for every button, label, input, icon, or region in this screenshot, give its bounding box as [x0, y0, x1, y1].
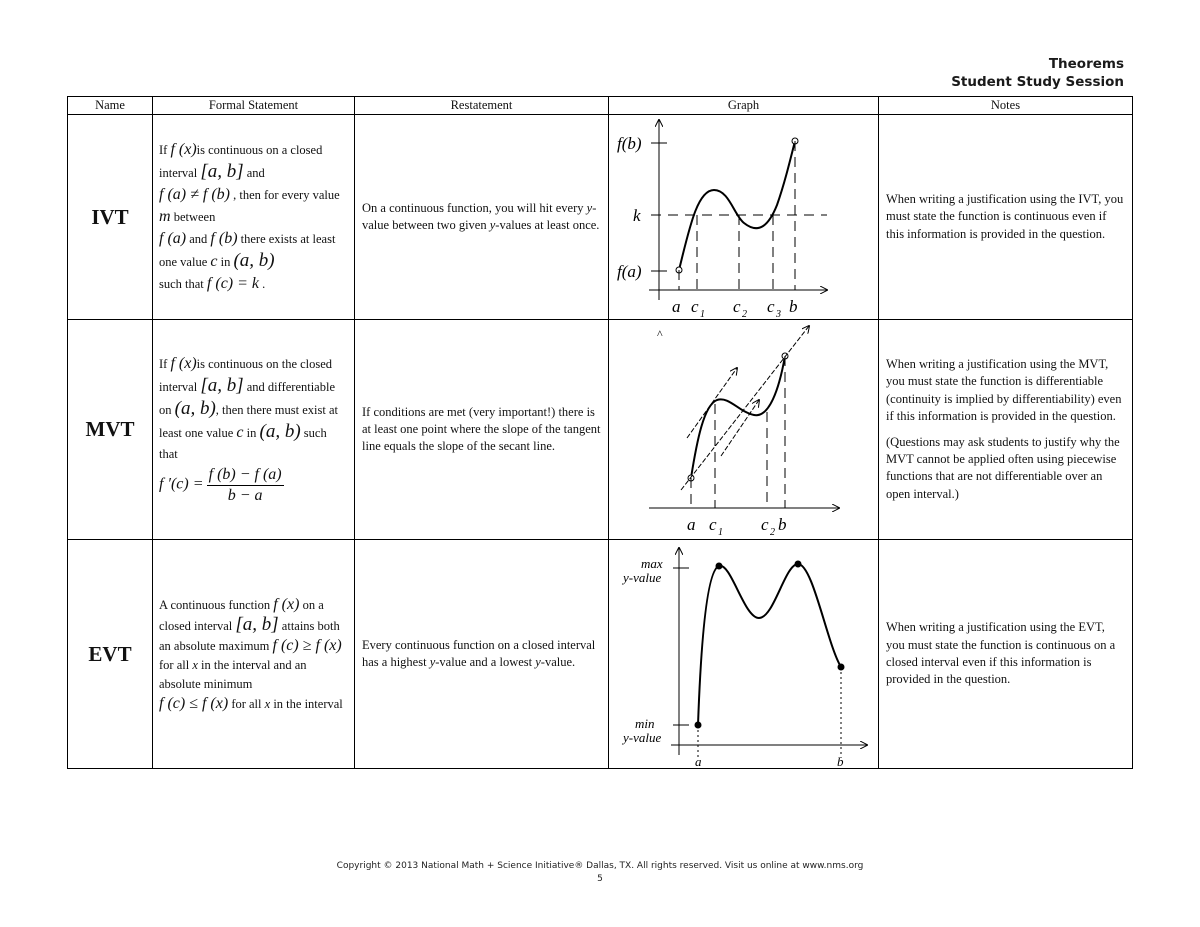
- evt-graph: [609, 540, 879, 769]
- label-max: max: [641, 556, 663, 571]
- svg-text:2: 2: [770, 527, 775, 538]
- table-row-evt: [68, 540, 1133, 769]
- page-header: [951, 55, 1124, 91]
- table-header-row: [68, 97, 1133, 115]
- notes: When writing a justification using the MVT, you must state the function is differentiable (continuity is implied by differentiability) even if this information is provided in the question. (Questions may ask students to justify why the MVT cannot be applied often using piecewise functions that are not differentiable over an open interval.): [879, 320, 1133, 540]
- svg-text:1: 1: [718, 527, 723, 538]
- ivt-curve: [679, 141, 795, 270]
- label-max-yvalue: y-value: [623, 570, 662, 585]
- mvt-graph: [609, 320, 879, 540]
- label-c1: c: [709, 515, 717, 534]
- secant-line: [681, 326, 809, 490]
- caret-mark: ^: [657, 327, 663, 341]
- point-max-2: [795, 561, 802, 568]
- evt-graph-svg: [609, 540, 879, 768]
- label-a: a: [695, 754, 702, 768]
- notes: When writing a justification using the IVT, you must state the function is continuous even if this information is provided in the question.: [879, 115, 1133, 320]
- table-row-ivt: [68, 115, 1133, 320]
- svg-text:3: 3: [776, 309, 781, 319]
- label-a: a: [687, 515, 696, 534]
- label-fb: f(b): [617, 134, 642, 153]
- page-title: Theorems: [1048, 56, 1124, 72]
- label-fa: f(a): [617, 262, 642, 281]
- theorem-name: IVT: [68, 115, 153, 320]
- label-c1: c: [691, 297, 699, 316]
- label-b: b: [778, 515, 787, 534]
- column-header: Notes: [879, 97, 1133, 115]
- ivt-graph-svg: [609, 115, 879, 319]
- theorem-name: EVT: [68, 540, 153, 769]
- formal-statement: If f (x)is continuous on the closed interval [a, b] and differentiable on (a, b), then there must exist at least one value c in (a, b) such that f ′(c) = $\frac{f (b) - f (a)}{b - a}$: [153, 320, 355, 540]
- page-subtitle: Student Study Session: [951, 74, 1124, 90]
- label-min-yvalue: y-value: [623, 730, 662, 745]
- mvt-graph-svg: [609, 320, 879, 539]
- theorem-name: MVT: [68, 320, 153, 540]
- restatement: On a continuous function, you will hit every y-value between two given y-values at least once.: [355, 115, 609, 320]
- label-b: b: [789, 297, 798, 316]
- page-footer: [0, 860, 1200, 886]
- mvt-fraction: $\frac{f (b) - f (a)}{b - a}$: [208, 466, 282, 504]
- column-header: Name: [68, 97, 153, 115]
- formal-statement: If f (x)is continuous on a closed interval [a, b] and f (a) ≠ f (b) , then for every value m between f (a) and f (b) there exists at least one value c in (a, b) such that f (c) = k .: [153, 115, 355, 320]
- label-a: a: [672, 297, 681, 316]
- label-k: k: [633, 206, 641, 225]
- formal-statement: A continuous function f (x) on a closed interval [a, b] attains both an absolute maximum f (c) ≥ f (x) for all x in the interval and an absolute minimum f (c) ≤ f (x) for all x in the interval: [153, 540, 355, 769]
- evt-curve: [698, 564, 841, 725]
- label-c2: c: [761, 515, 769, 534]
- copyright-text: Copyright © 2013 National Math + Science Initiative® Dallas, TX. All rights reserved. Visit us online at www.nms.org: [336, 861, 864, 871]
- table-row-mvt: [68, 320, 1133, 540]
- label-min: min: [635, 716, 655, 731]
- column-header: Restatement: [355, 97, 609, 115]
- theorems-table: [67, 96, 1133, 769]
- label-c2: c: [733, 297, 741, 316]
- svg-text:1: 1: [700, 309, 705, 319]
- label-b: b: [837, 754, 844, 768]
- label-c3: c: [767, 297, 775, 316]
- column-header: Graph: [609, 97, 879, 115]
- restatement: If conditions are met (very important!) there is at least one point where the slope of the tangent line equals the slope of the secant line.: [355, 320, 609, 540]
- ivt-graph: [609, 115, 879, 320]
- page-number: 5: [597, 874, 603, 884]
- column-header: Formal Statement: [153, 97, 355, 115]
- point-max-1: [716, 563, 723, 570]
- svg-text:2: 2: [742, 309, 747, 319]
- restatement: Every continuous function on a closed interval has a highest y-value and a lowest y-value.: [355, 540, 609, 769]
- notes: When writing a justification using the EVT, you must state the function is continuous on a closed interval even if this information is provided in the question.: [879, 540, 1133, 769]
